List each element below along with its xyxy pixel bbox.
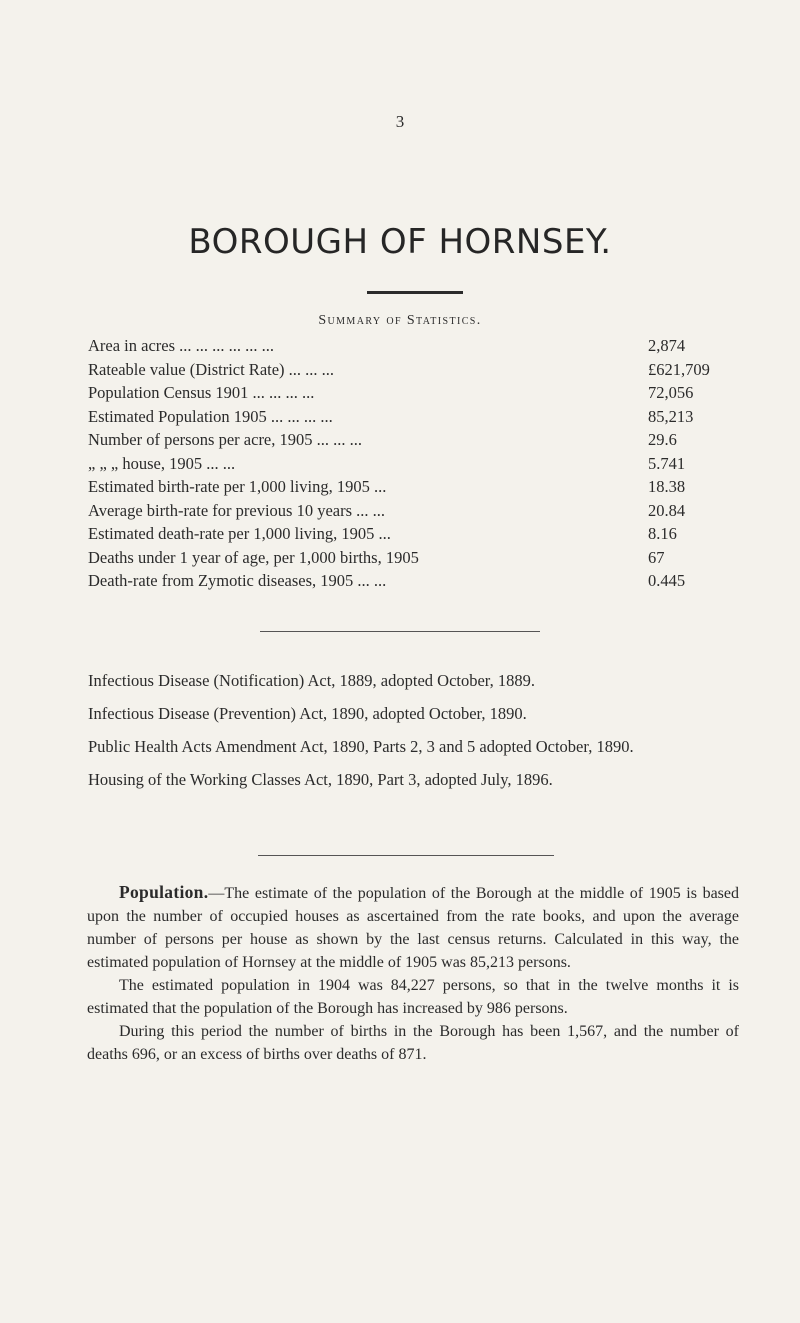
stat-label: Estimated birth-rate per 1,000 living, 1905 ... (88, 477, 387, 496)
stat-row-persons-per-acre (88, 428, 768, 452)
section-divider (258, 855, 554, 856)
stat-value: 8.16 (648, 524, 677, 543)
stat-value: 20.84 (648, 500, 686, 520)
stat-label: Estimated Population 1905 ... ... ... ... (88, 406, 333, 426)
stat-row-persons-per-house (88, 452, 768, 476)
page-title: BOROUGH OF HORNSEY. (188, 222, 612, 262)
adopted-acts-list (88, 668, 748, 800)
stat-row-average-birth-rate (88, 499, 768, 523)
act-item: Infectious Disease (Notification) Act, 1889, adopted October, 1889. (88, 671, 536, 690)
population-section (87, 881, 739, 1066)
stat-value: 0.445 (648, 571, 686, 590)
stat-value: 67 (648, 547, 665, 567)
statistics-table (88, 334, 768, 593)
section-divider (260, 631, 540, 632)
stat-label: Estimated death-rate per 1,000 living, 1905 ... (88, 524, 391, 543)
act-item: Housing of the Working Classes Act, 1890, Part 3, adopted July, 1896. (88, 770, 553, 789)
act-item: Infectious Disease (Prevention) Act, 1890, adopted October, 1890. (88, 704, 527, 723)
stat-label: Area in acres ... ... ... ... ... ... (88, 336, 275, 355)
stat-row-census-1901 (88, 381, 768, 405)
stat-label: Death-rate from Zymotic diseases, 1905 ... ... (88, 571, 387, 590)
title-divider (367, 291, 463, 294)
stat-value: 85,213 (648, 406, 694, 426)
population-intro: —The estimate of the population of the Borough at the middle of 1905 is based upon the number of occupied houses as ascertained from the rate books, and upon the average number of persons per house as shown by the last census returns. Calculated in this way, the estimated population of Hornsey at the middle of 1905 was 85,213 persons. (87, 885, 739, 971)
population-paragraph-2: The estimated population in 1904 was 84,227 persons, so that in the twelve months it is estimated that the population of the Borough has increased by 986 persons. (87, 977, 739, 1017)
stat-value: 5.741 (648, 453, 686, 473)
stat-value: £621,709 (648, 359, 710, 379)
stat-row-rateable-value (88, 358, 768, 382)
stat-row-estimated-population (88, 405, 768, 429)
stat-row-zymotic-death-rate (88, 569, 768, 593)
stat-label: Population Census 1901 ... ... ... ... (88, 383, 315, 402)
act-item: Public Health Acts Amendment Act, 1890, Parts 2, 3 and 5 adopted October, 1890. (88, 737, 634, 756)
page-number: 3 (395, 112, 405, 131)
stat-row-area (88, 334, 768, 358)
stat-value: 2,874 (648, 336, 686, 355)
stat-label: Number of persons per acre, 1905 ... ... ... (88, 430, 363, 449)
stat-row-infant-deaths (88, 546, 768, 570)
population-paragraph (87, 881, 739, 974)
summary-heading: Summary of Statistics. (318, 313, 482, 328)
population-heading: Population. (119, 882, 209, 902)
stat-label: Average birth-rate for previous 10 years ... ... (88, 500, 386, 520)
stat-row-death-rate (88, 522, 768, 546)
stat-value: 18.38 (648, 477, 686, 496)
stat-label: Rateable value (District Rate) ... ... ... (88, 359, 335, 379)
stat-label: Deaths under 1 year of age, per 1,000 births, 1905 (88, 547, 419, 567)
stat-label: „ „ „ house, 1905 ... ... (88, 453, 236, 473)
population-paragraph-3: During this period the number of births in the Borough has been 1,567, and the number of deaths 696, or an excess of births over deaths of 871. (87, 1023, 739, 1063)
stat-value: 29.6 (648, 430, 677, 449)
stat-value: 72,056 (648, 383, 694, 402)
stat-row-birth-rate (88, 475, 768, 499)
